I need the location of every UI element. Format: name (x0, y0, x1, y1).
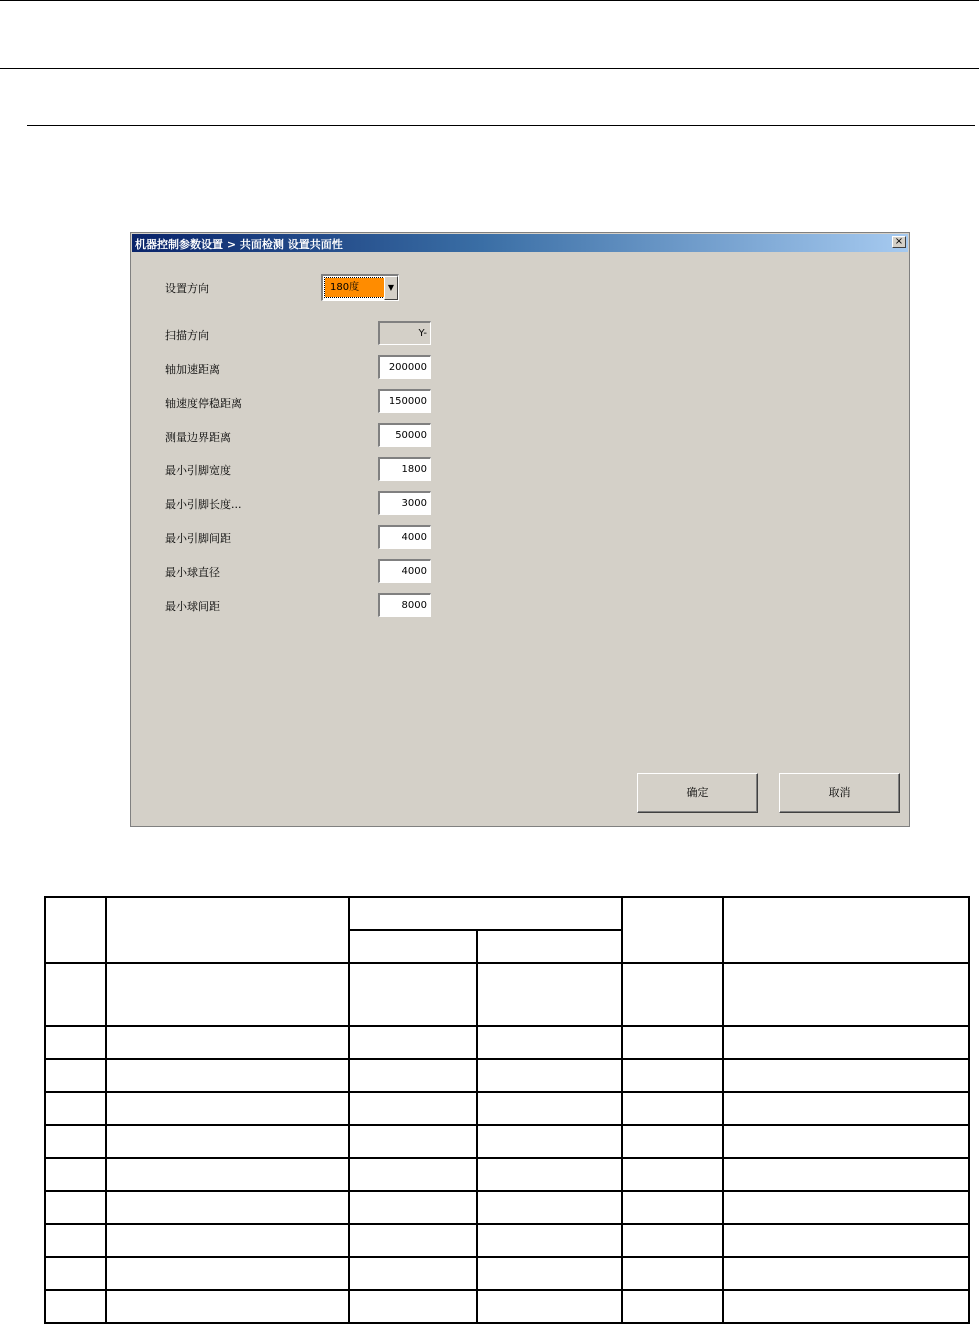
table-cell (477, 930, 622, 963)
direction-select[interactable] (321, 274, 399, 301)
table-row (45, 1191, 969, 1224)
table-row (45, 1125, 969, 1158)
table-cell (723, 897, 969, 963)
min-lead-width-label: 最小引脚宽度 (165, 464, 231, 477)
settle-distance-field[interactable]: 150000 (378, 389, 431, 413)
parameter-table (44, 896, 970, 1324)
min-lead-pitch-field[interactable]: 4000 (378, 525, 431, 549)
scan-direction-label: 扫描方向 (165, 329, 209, 342)
top-rule (0, 0, 979, 1)
direction-label: 设置方向 (165, 282, 209, 295)
direction-select-value: 180度 (325, 278, 384, 297)
min-lead-length-field[interactable]: 3000 (378, 491, 431, 515)
table-row (45, 963, 969, 1026)
table-row (45, 1059, 969, 1092)
scan-direction-field: Y- (378, 321, 431, 345)
min-ball-diameter-field[interactable]: 4000 (378, 559, 431, 583)
min-ball-diameter-label: 最小球直径 (165, 566, 220, 579)
table-row (45, 1092, 969, 1125)
boundary-distance-label: 测量边界距离 (165, 431, 231, 444)
table-row (45, 1026, 969, 1059)
chevron-down-icon[interactable]: ▼ (384, 276, 398, 300)
close-icon[interactable]: × (892, 236, 906, 248)
table-cell (106, 897, 349, 963)
settle-distance-label: 轴速度停稳距离 (165, 397, 242, 410)
boundary-distance-field[interactable]: 50000 (378, 423, 431, 447)
table-cell (349, 930, 477, 963)
min-lead-width-field[interactable]: 1800 (378, 457, 431, 481)
table-row (45, 1290, 969, 1323)
table-row (45, 1257, 969, 1290)
ok-button[interactable]: 确定 (637, 773, 758, 813)
section-rule (27, 125, 975, 126)
min-lead-length-label: 最小引脚长度... (165, 498, 242, 511)
min-ball-pitch-label: 最小球间距 (165, 600, 220, 613)
dialog-titlebar[interactable] (132, 234, 908, 252)
header-rule (0, 68, 979, 69)
cancel-button[interactable]: 取消 (779, 773, 900, 813)
min-ball-pitch-field[interactable]: 8000 (378, 593, 431, 617)
table-row (45, 1224, 969, 1257)
table-cell (45, 897, 106, 963)
settings-dialog (130, 232, 910, 827)
table-cell (349, 897, 622, 930)
table-row (45, 1158, 969, 1191)
dialog-title: 机器控制参数设置 > 共面检测 设置共面性 (135, 238, 343, 251)
accel-distance-label: 轴加速距离 (165, 363, 220, 376)
table-cell (622, 897, 723, 963)
min-lead-pitch-label: 最小引脚间距 (165, 532, 231, 545)
accel-distance-field[interactable]: 200000 (378, 355, 431, 379)
table-header-row (45, 897, 969, 930)
